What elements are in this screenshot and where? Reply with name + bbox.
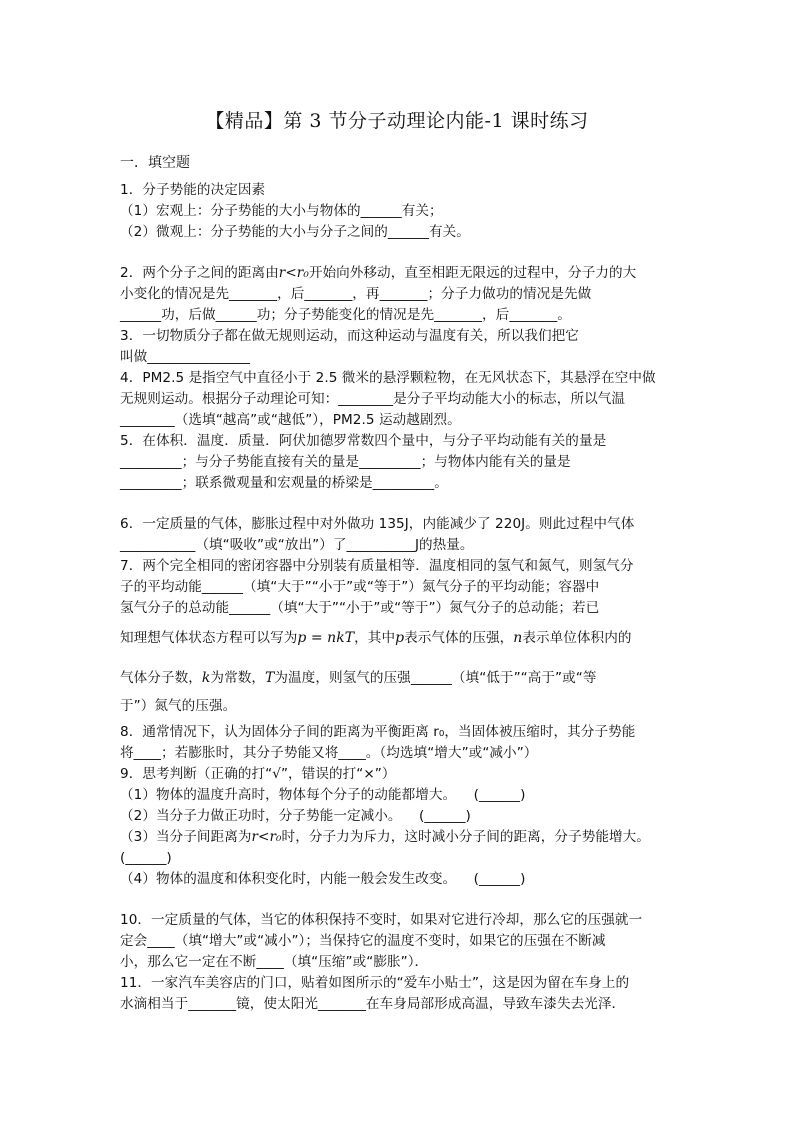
q8-line1: 8．通常情况下，认为固体分子间的距离为平衡距离 r₀，当固体被压缩时，其分子势能	[120, 724, 636, 740]
math-p-nkT: p = nkT	[297, 630, 355, 646]
q10-line3: 小，那么它一定在不断____（填“压缩”或“膨胀”）．	[120, 954, 429, 970]
q7-line2: 子的平均动能______（填“大于”“小于”或“等于”）氮气分子的平均动能；容器中	[120, 579, 600, 595]
math-k: k	[201, 670, 211, 686]
q9-item2: （2）当分子力做正功时，分子势能一定减小。 (______)	[120, 808, 471, 824]
math-T: T	[265, 670, 275, 686]
q4-line2: 无规则运动。根据分子动理论可知：________是分子平均动能大小的标志，所以气温	[120, 391, 626, 407]
q9-item1: （1）物体的温度升高时，物体每个分子的动能都增大。 (______)	[120, 787, 526, 803]
section-heading: 一．填空题	[120, 155, 190, 171]
q1-text: 1．分子势能的决定因素	[120, 182, 266, 198]
q3-line2: 叫做_______________	[120, 349, 250, 365]
q1-part2: （2）微观上：分子势能的大小与分子之间的______有关。	[120, 224, 470, 240]
q10-line1: 10．一定质量的气体，当它的体积保持不变时，如果对它进行冷却，那么它的压强就一	[120, 912, 643, 928]
q7-line6: 于”）氮气的压强。	[120, 698, 237, 714]
q9-item3-blank: (______)	[120, 850, 172, 866]
q10-line2: 定会____（填“增大”或“减小”）；当保持它的温度不变时，如果它的压强在不断减	[120, 933, 606, 949]
q6-line2: ___________（填“吸收”或“放出”）了__________J的热量。	[120, 537, 474, 553]
q5-line2: _________；与分子势能直接有关的量是_________；与物体内能有关的量是	[120, 454, 571, 470]
math-n: n	[513, 630, 523, 646]
q7-line1: 7．两个完全相同的密闭容器中分别装有质量相等．温度相同的氢气和氮气，则氢气分	[120, 558, 634, 574]
q7-line5: 气体分子数，k为常数，T为温度，则氢气的压强______（填“低于”“高于”或“等	[120, 670, 597, 686]
q3-line1: 3．一切物质分子都在做无规则运动，而这种运动与温度有关，所以我们把它	[120, 328, 579, 344]
q6-line1: 6．一定质量的气体，膨胀过程中对外做功 135J，内能减少了 220J。则此过程中气体	[120, 516, 635, 532]
q4-line1: 4．PM2.5 是指空气中直径小于 2.5 微米的悬浮颗粒物，在无风状态下，其悬浮在空中做	[120, 370, 656, 386]
q9-item4: （4）物体的温度和体积变化时，内能一般会发生改变。 (______)	[120, 871, 526, 887]
q2-line2: 小变化的情况是先_______，后_______，再_______；分子力做功的情况是先做	[120, 286, 592, 302]
q5-line1: 5．在体积．温度．质量．阿伏加德罗常数四个量中，与分子平均动能有关的量是	[120, 433, 607, 449]
q7-line3: 氢气分子的总动能______（填“大于”“小于”或“等于”）氮气分子的总动能；若已	[120, 600, 600, 616]
q2-line1: 2．两个分子之间的距离由r<r₀开始向外移动，直至相距无限远的过程中，分子力的大	[120, 265, 637, 281]
math-r-lt-r0: r<r₀	[278, 265, 309, 281]
q2-line3: ______功，后做______功；分子势能变化的情况是先_______，后_______。	[120, 307, 571, 323]
page-title: 【精品】第 3 节分子动理论内能-1 课时练习	[205, 110, 589, 132]
q9-item3: （3）当分子间距离为r<r₀时，分子力为斥力，这时减小分子间的距离，分子势能增大。	[120, 829, 650, 845]
math-r-lt-r0-2: r<r₀	[251, 829, 282, 845]
math-p: p	[395, 630, 405, 646]
q4-line3: ________（选填“越高”或“越低”），PM2.5 运动越剧烈。	[120, 412, 461, 428]
q7-line4: 知理想气体状态方程可以写为p = nkT，其中p表示气体的压强，n表示单位体积内的	[120, 630, 632, 646]
q11-line1: 11．一家汽车美容店的门口，贴着如图所示的“爱车小贴士”，这是因为留在车身上的	[120, 975, 630, 991]
q1-part1: （1）宏观上：分子势能的大小与物体的______有关；	[120, 203, 443, 219]
q11-line2: 水滴相当于_______镜，使太阳光_______在车身局部形成高温，导致车漆失去光泽．	[120, 996, 626, 1012]
q9-heading: 9．思考判断（正确的打“√”，错误的打“×”）	[120, 766, 396, 782]
q5-line3: _________；联系微观量和宏观量的桥梁是_________。	[120, 475, 448, 491]
q8-line2: 将____；若膨胀时，其分子势能又将____。（均选填“增大”或“减小”）	[120, 745, 538, 761]
